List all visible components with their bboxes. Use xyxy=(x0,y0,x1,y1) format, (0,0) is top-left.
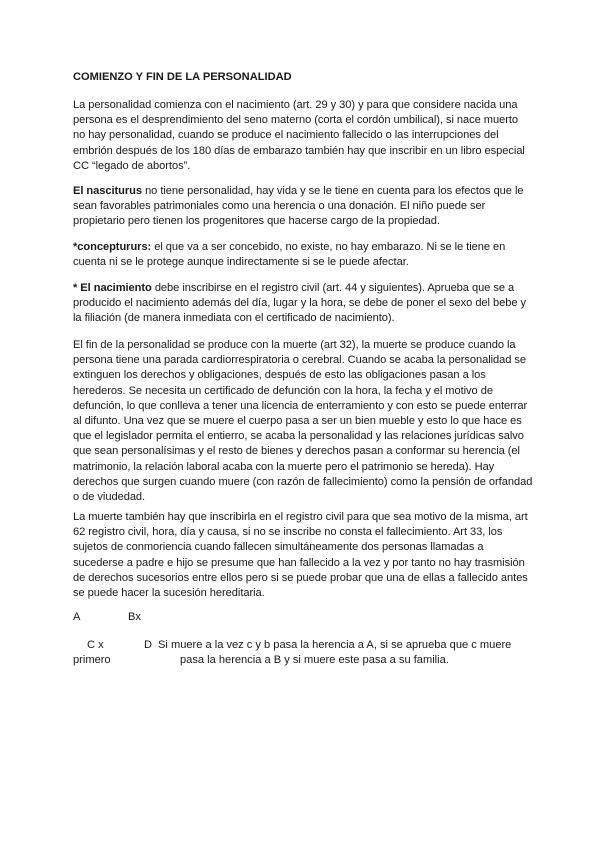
paragraph-concepturus-text: el que va a ser concebido, no existe, no hay embarazo. Ni se le tiene en cuenta ni se le protege aunque indirectamente si se le puede afectar. xyxy=(73,241,506,269)
diagram-label-bx: Bx xyxy=(128,611,141,623)
diagram-text-line1: Si muere a la vez c y b pasa la herencia a A, si se aprueba que c muere xyxy=(158,639,512,651)
diagram-text-line2: pasa la herencia a B y si muere este pasa a su familia. xyxy=(180,654,449,666)
diagram-label-a: A xyxy=(73,611,81,623)
diagram-label-primero: primero xyxy=(73,654,111,666)
diagram-label-d: D xyxy=(144,639,153,651)
paragraph-nacimiento xyxy=(73,281,533,327)
document-title: COMIENZO Y FIN DE LA PERSONALIDAD xyxy=(73,71,292,83)
paragraph-inscripcion-muerte: La muerte también hay que inscribirla en el registro civil para que sea motivo de la misma, art 62 registro civil, hora, día y causa, si no se inscribe no consta el fallecimiento. Art 33, los sujetos de conmoriencia cuando fallecen simultáneamente dos personas llamadas a sucederse a padre e hijo se presume que han fallecido a la vez y por tanto no hay trasmisión de derechos sucesorios entre ellos pero si se puede probar que una de ellas a fallecido antes se puede hacer la sucesión hereditaria. xyxy=(73,511,528,600)
paragraph-comienzo: La personalidad comienza con el nacimiento (art. 29 y 30) y para que considere nacida una persona es el desprendimiento del seno materno (corta el cordón umbilical), si nace muerto no hay personalidad, cuando se produce el nacimiento fallecido o las interrupciones del embrión después de los 180 días de embarazo también hay que inscribir en un libro especial CC “legado de abortos”. xyxy=(73,99,525,172)
term-nasciturus: El nasciturus xyxy=(73,185,143,197)
diagram-label-cx: C x xyxy=(87,639,104,651)
paragraph-nacimiento-text: debe inscribirse en el registro civil (art. 44 y siguientes). Aprueba que se a producido el nacimiento además del día, lugar y la hora, se debe de poner el sexo del bebe y la filiación (de manera inmediata con el certificado de nacimiento). xyxy=(73,282,527,325)
paragraph-fin-personalidad: El fin de la personalidad se produce con la muerte (art 32), la muerte se produce cuando la persona tiene una parada cardiorrespiratoria o cerebral. Cuando se acaba la personalidad se extinguen los derechos y obligaciones, después de esto las obligaciones pasan a los herederos. Se necesita un certificado de defunción con la hora, la fecha y el motivo de defunción, lo que conlleva a tener una licencia de enterramiento y con esto se puede enterrar al difunto. Una vez que se muere el cuerpo pasa a ser un bien mueble y esto lo que hace es que el legislador permita el entierro, se acaba la personalidad y las relaciones jurídicas salvo que sean personalísimas y el resto de bienes y derechos pasan a conformar su herencia (el matrimonio, la relación laboral acaba con la muerte pero el patrimonio se hereda). Hay derechos que surgen cuando muere (con razón de fallecimiento) como la pensión de orfandad o de viudedad. xyxy=(73,339,533,504)
term-nacimiento: * El nacimiento xyxy=(73,282,152,294)
paragraph-nasciturus xyxy=(73,184,533,230)
paragraph-nasciturus-text: no tiene personalidad, hay vida y se le tiene en cuenta para los efectos que le sean favorables patrimoniales como una herencia o una donación. El niño puede ser propietario pero tienen los progenitores que hacerse cargo de la propiedad. xyxy=(73,185,524,228)
term-concepturus: *conceptururs: xyxy=(73,241,152,253)
paragraph-concepturus xyxy=(73,240,533,270)
